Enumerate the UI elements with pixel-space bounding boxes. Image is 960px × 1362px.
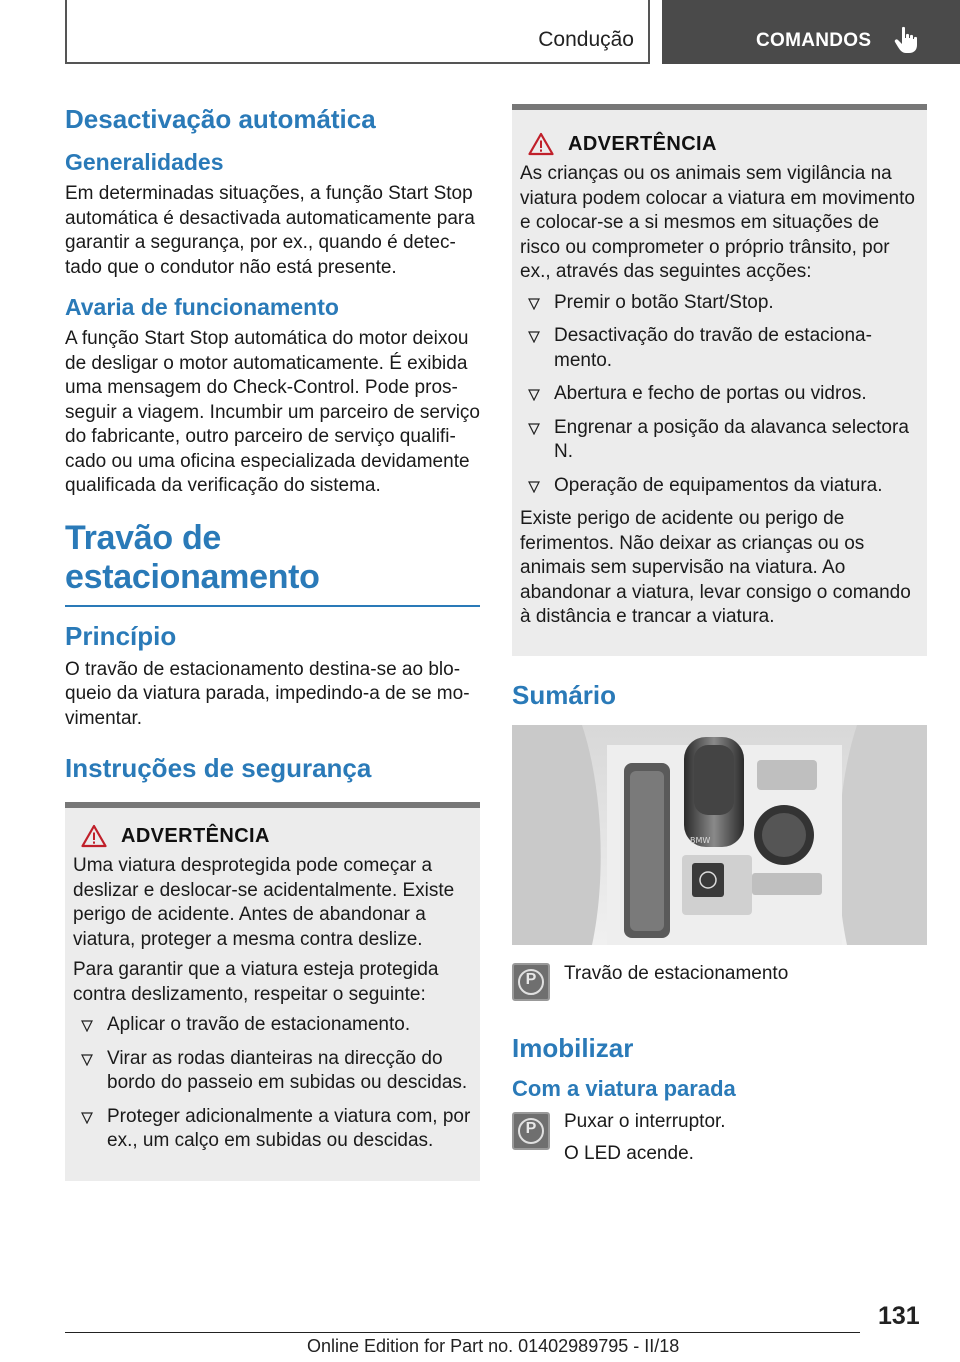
- header-section-box: [65, 0, 650, 64]
- parada-instructions: [564, 1106, 726, 1170]
- list-item: [520, 416, 919, 465]
- list-item: [73, 1047, 472, 1096]
- center-console-photo: [512, 725, 927, 945]
- header-chapter-tab: [662, 0, 960, 64]
- list-item-text: Engrenar a posição da alavanca selectora N.: [554, 416, 909, 462]
- caption-parking-brake: Travão de estacionamento: [564, 962, 789, 984]
- list-item-text: Proteger adicionalmente a viatura com, por ex., um calço em subidas ou descidas.: [107, 1105, 471, 1151]
- list-item-text: Desactivação do travão de estacionamento.: [554, 325, 872, 371]
- warning-title: ADVERTÊNCIA: [568, 132, 717, 155]
- hand-pointer-icon: [894, 26, 920, 54]
- parking-icon-letter: P: [525, 1119, 537, 1137]
- page-number: 131: [878, 1302, 920, 1330]
- list-item-text: Abertura e fecho de portas ou vidros.: [554, 383, 867, 404]
- list-item: [520, 291, 919, 316]
- warning-triangle-icon: [81, 824, 107, 848]
- avaria-text: A função Start Stop automática do motor deixou de desligar o motor automaticamente. É exibida uma mensagem do Check-Control. Pode prosseguir a viagem. Incumbir um parceiro de serviço do fabricante, outro parceiro de serviço qualificado ou uma oficina especializada devidamente qualificada da verificação do sistema.: [65, 328, 481, 496]
- list-item-text: Premir o botão Start/Stop.: [554, 291, 774, 313]
- warning-title: ADVERTÊNCIA: [121, 824, 270, 847]
- section-title-auto-deactivation: Desactivação automática: [65, 104, 376, 134]
- warning-text-2: Existe perigo de acidente ou perigo de ferimentos. Não deixar as crianças ou os animais sem supervisão na viatura. Ao abandonar a viatura, levar consigo o comando à distância e trancar a viatura.: [520, 508, 911, 627]
- generalidades-text: Em determinadas situações, a função Start Stop automática é desactivada automaticamente para garantir a segurança, por ex., quando é detectado que o condutor não está presente.: [65, 183, 475, 278]
- warning-triangle-icon: [528, 132, 554, 156]
- heading-sumario: Sumário: [512, 679, 617, 710]
- parking-brake-icon: [512, 963, 550, 1001]
- bullet-triangle-icon: [528, 331, 540, 343]
- bullet-triangle-icon: [81, 1054, 93, 1066]
- list-item-text: Operação de equipamentos da viatura.: [554, 474, 883, 496]
- bullet-triangle-icon: [81, 1112, 93, 1124]
- parking-brake-icon: [512, 1112, 550, 1150]
- bullet-triangle-icon: [528, 298, 540, 310]
- console-illustration: [512, 725, 927, 945]
- warning-list: [520, 291, 919, 499]
- footer-edition: Online Edition for Part no. 01402989795 - II/18: [307, 1336, 680, 1356]
- bullet-triangle-icon: [528, 389, 540, 401]
- header-section-title: Condução: [538, 28, 634, 51]
- warning-text-1: As crianças ou os animais sem vigilância na viatura podem colocar a viatura em movimento e colocar-se a si mesmos em situações de risco ou comprometer o próprio trânsito, por ex., através das seguintes acções:: [520, 163, 915, 282]
- left-column: [65, 100, 480, 1181]
- footer-divider: [65, 1332, 860, 1333]
- warning-box-slide: [65, 802, 480, 1181]
- right-column: [512, 104, 927, 1170]
- instruction-row-parada: [512, 1106, 927, 1170]
- heading-avaria: Avaria de funcionamento: [65, 294, 339, 320]
- parada-line-2: O LED acende.: [564, 1142, 694, 1164]
- bullet-triangle-icon: [81, 1020, 93, 1032]
- parking-icon-letter: P: [525, 970, 537, 988]
- list-item: [520, 382, 919, 407]
- heading-viatura-parada: Com a viatura parada: [512, 1075, 736, 1101]
- warning-header: [520, 132, 919, 156]
- principio-text: O travão de estacionamento destina-se ao bloqueio da viatura parada, impedindo-a de se movimentar.: [65, 658, 470, 729]
- list-item-text: Virar as rodas dianteiras na direcção do bordo do passeio em subidas ou descidas.: [107, 1047, 468, 1093]
- list-item: [520, 324, 919, 373]
- list-item: [520, 474, 919, 499]
- header-chapter-label: COMANDOS: [756, 30, 872, 51]
- warning-header: [73, 824, 472, 848]
- warning-box-children: [512, 104, 927, 656]
- heading-instrucoes: Instruções de segurança: [65, 753, 372, 783]
- console-badge: BMW: [690, 835, 711, 845]
- caption-row-parking-brake: [512, 963, 927, 1001]
- list-item-text: Aplicar o travão de estacionamento.: [107, 1014, 411, 1035]
- heading-generalidades: Generalidades: [65, 149, 224, 175]
- list-item: [73, 1105, 472, 1154]
- chapter-title: Travão de estacionamento: [65, 519, 480, 607]
- warning-text-1: Uma viatura desprotegida pode começar a deslizar e deslocar-se acidentalmente. Existe perigo de acidente. Antes de abandonar a viatura, proteger a mesma contra deslize.: [73, 855, 455, 950]
- warning-list: [73, 1013, 472, 1154]
- heading-principio: Princípio: [65, 620, 177, 651]
- bullet-triangle-icon: [528, 481, 540, 493]
- list-item: [73, 1013, 472, 1038]
- bullet-triangle-icon: [528, 423, 540, 435]
- warning-text-2: Para garantir que a viatura esteja protegida contra deslizamento, respeitar o seguinte:: [73, 959, 439, 1005]
- parada-line-1: Puxar o interruptor.: [564, 1110, 726, 1132]
- heading-imobilizar: Imobilizar: [512, 1032, 634, 1063]
